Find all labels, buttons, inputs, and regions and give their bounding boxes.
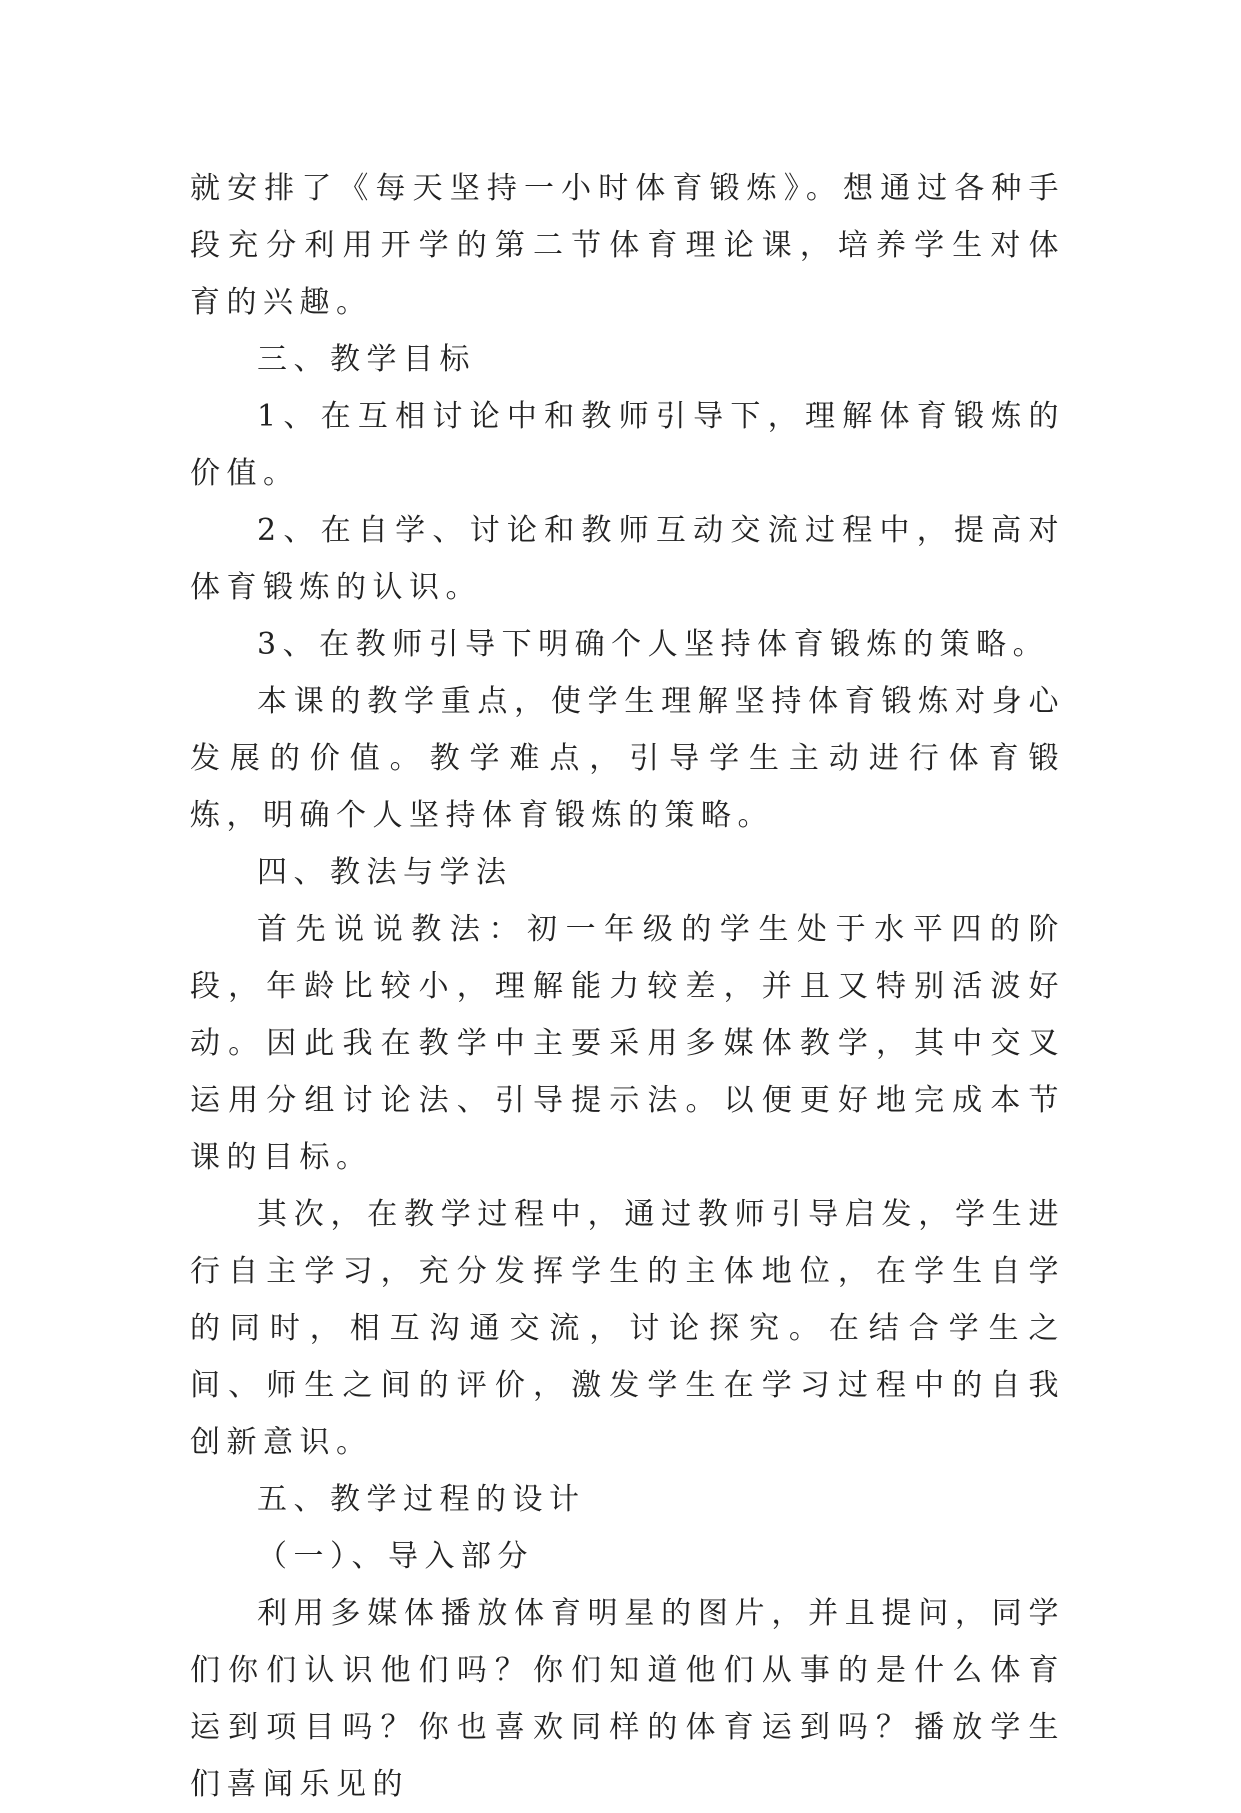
section-heading-process: 五、教学过程的设计 [257,1482,586,1517]
document-body [190,160,1065,1813]
goal-item-3: 3、在教师引导下明确个人坚持体育锻炼的策略。 [257,627,1050,662]
subsection-heading-intro: （一）、导入部分 [257,1539,534,1574]
section-heading-goals: 三、教学目标 [257,342,476,377]
section-heading-methods: 四、教法与学法 [257,855,513,890]
learning-method-paragraph: 其次，在教学过程中，通过教师引导启发，学生进行自主学习，充分发挥学生的主体地位，在学生自学的同时，相互沟通交流，讨论探究。在结合学生之间、师生之间的评价，激发学生在学习过程中的自我创新意识。 [190,1197,1065,1460]
goal-item-2: 2、在自学、讨论和教师互动交流过程中，提高对体育锻炼的认识。 [190,513,1065,605]
goal-item-1: 1、在互相讨论中和教师引导下，理解体育锻炼的价值。 [190,399,1065,491]
intro-paragraph: 利用多媒体播放体育明星的图片，并且提问，同学们你们认识他们吗？你们知道他们从事的是什么体育运到项目吗？你也喜欢同样的体育运到吗？播放学生们喜闻乐见的 [190,1596,1065,1802]
teaching-method-paragraph: 首先说说教法：初一年级的学生处于水平四的阶段，年龄比较小，理解能力较差，并且又特别活波好动。因此我在教学中主要采用多媒体教学，其中交叉运用分组讨论法、引导提示法。以便更好地完成本节课的目标。 [190,912,1065,1175]
paragraph-continuation: 就安排了《每天坚持一小时体育锻炼》。想通过各种手段充分利用开学的第二节体育理论课，培养学生对体育的兴趣。 [190,171,1065,320]
key-points-paragraph: 本课的教学重点，使学生理解坚持体育锻炼对身心发展的价值。教学难点，引导学生主动进行体育锻炼，明确个人坚持体育锻炼的策略。 [190,684,1065,833]
